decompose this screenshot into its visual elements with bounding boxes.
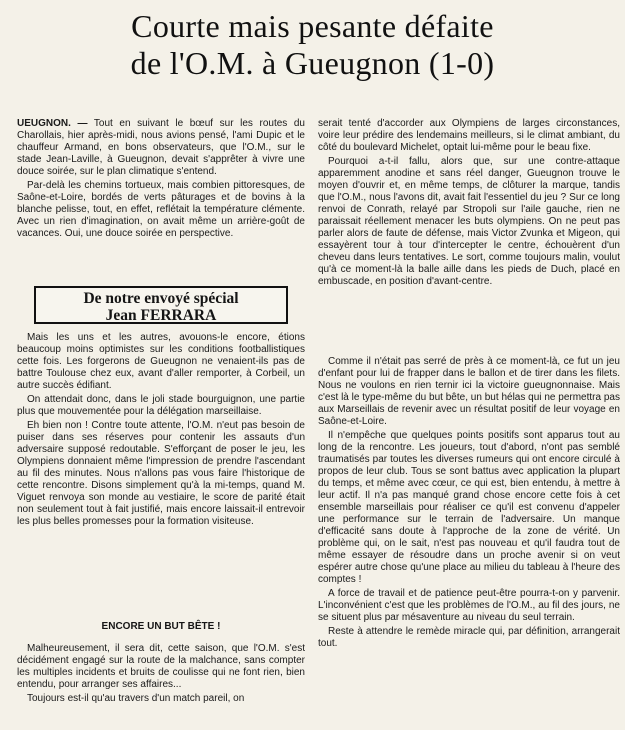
intro-text: Tout en suivant le bœuf sur les routes du Charollais, hier après-midi, nous avions pensé, l'ami Dupic et le chauffeur Armand, en bons observateurs, que l'O.M., sur le stade Jean-Laville, à Gueugnon, devait s'apprêter à vivre une douce soirée, sur le plan climatique s'entend.	[17, 118, 305, 177]
column-2-top	[318, 118, 620, 290]
paragraph: serait tenté d'accorder aux Olympiens de larges circonstances, voire leur prédire des lendemains meilleurs, si le climat ambiant, du côté du boulevard Michelet, optait lui-même pour le beau fixe.	[318, 118, 620, 153]
column-1-end	[17, 643, 305, 707]
column-1-intro	[17, 118, 305, 242]
intro-paragraph	[17, 118, 305, 178]
paragraph: Malheureusement, il sera dit, cette saison, que l'O.M. s'est décidément engagé sur la route de la malchance, sans compter les multiples incidents et bruits de coulisse qui ne font rien, bien entendu, pour arranger ses affaires...	[17, 643, 305, 690]
paragraph: Reste à attendre le remède miracle qui, par définition, arrangerait tout.	[318, 626, 620, 649]
paragraph: Toujours est-il qu'au travers d'un match pareil, on	[27, 693, 245, 704]
headline	[10, 8, 615, 82]
paragraph: On attendait donc, dans le joli stade bourguignon, une partie plus que mouvementée pour la délégation marseillaise.	[17, 394, 305, 417]
byline-line-1: De notre envoyé spécial	[83, 290, 239, 307]
paragraph: Il n'empêche que quelques points positifs sont apparus tout au long de la rencontre. Les joueurs, tout d'abord, n'ont pas semblé traumatisés par toutes les diverses rumeurs qui ont encore circulé à propos de leur club. Tous se sont battus avec application la plupart du temps, et même avec cœur, ce qui est, bien entendu, à mettre à leur actif. Il n'a pas manqué grand chose encore cette fois à cet ensemble marseillais pour réaliser ce qu'il est convenu d'appeler une performance sur le terrain de l'adversaire. Un manque d'efficacité sans doute à l'approche de la zone de vérité. Un problème qui, on le sait, n'est pas nouveau et qu'il faudra tout de même essayer de résoudre dans un proche avenir si on veut espérer autre chose qu'une place au milieu du tableau à l'heure des comptes !	[318, 430, 620, 585]
byline-box	[34, 286, 288, 324]
dateline: UEUGNON. —	[17, 118, 88, 129]
paragraph: Par-delà les chemins tortueux, mais combien pittoresques, de Saône-et-Loire, bordés de verts pâturages et de bovins à la blanche pelisse, tout, en effet, reflétait la température clémente. Avec un rien d'imagination, on avait même un arrière-goût de vacances. Oui, une douce soirée en perspective.	[17, 180, 305, 239]
paragraph: A force de travail et de patience peut-être pourra-t-on y parvenir. L'inconvénient c'est que les problèmes de l'O.M., au fil des jours, ne se situent plus par mésaventure au niveau du seul terrain.	[318, 588, 620, 623]
headline-line-1: Courte mais pesante défaite	[131, 8, 494, 44]
byline-author: Jean FERRARA	[105, 307, 217, 324]
paragraph: Comme il n'était pas serré de près à ce moment-là, ce fut un jeu d'enfant pour lui de frapper dans le ballon et de tirer dans les filets. Nous ne voulons en rien ternir ici la victoire gueugnonnaise. Mais c'est là le type-même du but bête, un but hélas qui ne permettra pas aux Marseillais de revenir avec un résultat positif de leur voyage en Saône-et-Loire.	[318, 356, 620, 427]
headline-line-2: de l'O.M. à Gueugnon (1-0)	[130, 45, 495, 81]
column-1-body	[17, 332, 305, 530]
subheading: ENCORE UN BUT BÊTE !	[101, 621, 221, 632]
paragraph: Pourquoi a-t-il fallu, alors que, sur une contre-attaque apparemment anodine et sans réel danger, Gueugnon trouve le moyen d'ouvrir et, en même temps, de clôturer la marque, tandis que l'O.M., nous l'avons dit, avait fait l'essentiel du jeu ? Sur ce long renvoi de Conrath, relayé par Stropoli sur l'aile gauche, rien ne paraissait réellement menacer les buts olympiens. On ne peut pas parler alors de faute de défense, mais Victor Zvunka et Migeon, qui essayèrent tour à tour d'intercepter le centre, échouèrent d'un cheveu dans leurs tentatives. Le sort, comme toujours malin, voulut qu'à ce moment-là la balle aille dans les pieds de Duch, placé en embuscade, en position d'avant-centre.	[318, 156, 620, 287]
paragraph: Mais les uns et les autres, avouons-le encore, étions beaucoup moins optimistes sur les conditions footballistiques cette fois. Les forgerons de Gueugnon ne venaient-ils pas de battre Toulouse chez eux, avant d'aller remporter, à Corbeil, un autre succès édifiant.	[17, 332, 305, 391]
column-2-bottom	[318, 356, 620, 652]
paragraph: Eh bien non ! Contre toute attente, l'O.M. n'eut pas besoin de puiser dans ses réserves pour contenir les assauts d'un adversaire supposé redoutable. S'efforçant de poser le jeu, les Olympiens donnaient même l'impression de prendre l'ascendant au fil des minutes. Nous n'allons pas vous faire l'historique de cette rencontre. Disons simplement qu'à la mi-temps, quand M. Viguet renvoya son monde au vestiaire, le score de parité était non seulement tout à fait justifié, mais encore laissait-il entrevoir les plus belles promesses pour la formation visiteuse.	[17, 420, 305, 527]
